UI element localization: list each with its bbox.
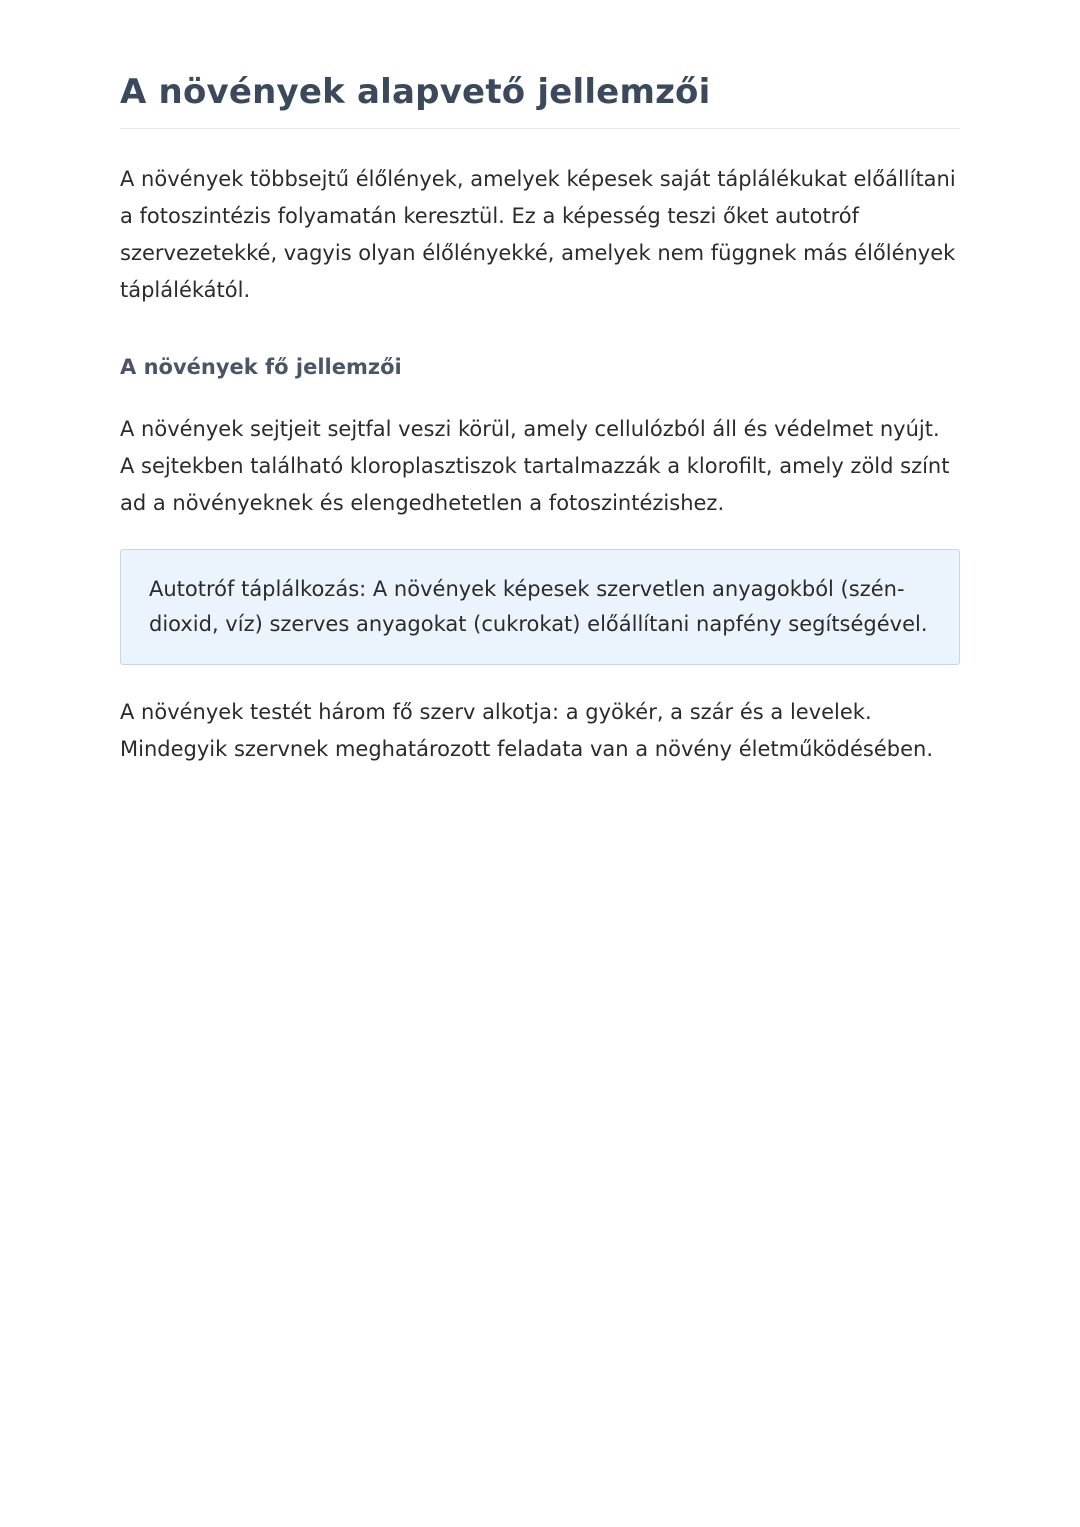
intro-paragraph: A növények többsejtű élőlények, amelyek képesek saját táplálékukat előállítani a fotoszintézis folyamatán keresztül. Ez a képesség teszi őket autotróf szervezetekké, vagyis olyan élőlényekké, amelyek nem függnek más élőlények táplálékától. bbox=[120, 167, 956, 302]
page-title: A növények alapvető jellemzői bbox=[120, 72, 711, 112]
document-content bbox=[120, 0, 960, 768]
section-paragraph: A növények sejtjeit sejtfal veszi körül, amely cellulózból áll és védelmet nyújt. A sejtekben található kloroplasztiszok tartalmazzák a klorofilt, amely zöld színt ad a növényeknek és elengedhetetlen a fotoszintézishez. bbox=[120, 417, 950, 515]
callout-text: Autotróf táplálkozás: A növények képesek szervetlen anyagokból (szén-dioxid, víz) szerves anyagokat (cukrokat) előállítani napfény segítségével. bbox=[149, 577, 928, 636]
info-callout-box bbox=[120, 549, 960, 665]
section-heading: A növények fő jellemzői bbox=[120, 355, 402, 379]
title-divider bbox=[120, 128, 960, 129]
closing-paragraph: A növények testét három fő szerv alkotja: a gyökér, a szár és a levelek. Mindegyik szervnek meghatározott feladata van a növény életműködésében. bbox=[120, 700, 933, 761]
